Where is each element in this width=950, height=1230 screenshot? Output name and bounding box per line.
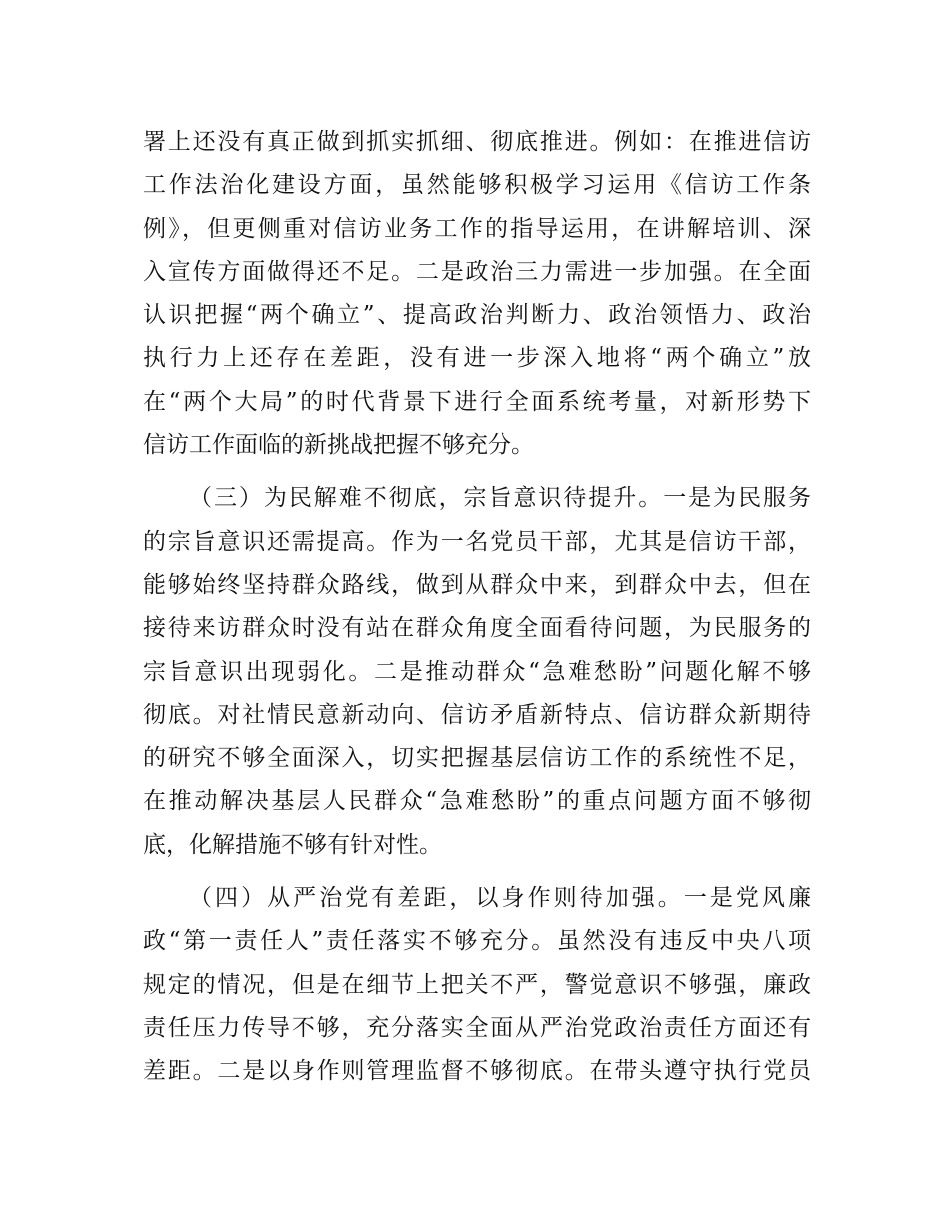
section-heading-line: （四）从严治党有差距，以身作则待加强。一是党风廉 (189, 885, 811, 912)
paragraph-spacer (143, 467, 811, 477)
text-line: 政“第一责任人”责任落实不够充分。虽然没有违反中央八项 (143, 928, 811, 955)
section-heading-line: （三）为民解难不彻底，宗旨意识待提升。一是为民服务 (189, 485, 811, 512)
text-line: 在推动解决基层人民群众“急难愁盼”的重点问题方面不够彻 (143, 788, 811, 815)
text-line: 规定的情况，但是在细节上把关不严，警觉意识不够强，廉政 (143, 971, 811, 998)
text-line: 能够始终坚持群众路线，做到从群众中来，到群众中去，但在 (143, 571, 811, 598)
text-line: 彻底。对社情民意新动向、信访矛盾新特点、信访群众新期待 (143, 701, 811, 728)
text-line: 例》，但更侧重对信访业务工作的指导运用，在讲解培训、深 (143, 215, 811, 242)
text-line: 的研究不够全面深入，切实把握基层信访工作的系统性不足， (143, 745, 811, 772)
text-line: 宗旨意识出现弱化。二是推动群众“急难愁盼”问题化解不够 (143, 658, 811, 685)
paragraph-2 (143, 477, 811, 867)
text-line: 入宣传方面做得还不足。二是政治三力需进一步加强。在全面 (143, 258, 811, 285)
text-line: 责任压力传导不够，充分落实全面从严治党政治责任方面还有 (143, 1014, 811, 1041)
paragraph-3 (143, 877, 811, 1093)
paragraph-1 (143, 121, 811, 467)
document-body (143, 121, 811, 1094)
text-line: 工作法治化建设方面，虽然能够积极学习运用《信访工作条 (143, 172, 811, 199)
text-line: 认识把握“两个确立”、提高政治判断力、政治领悟力、政治 (143, 302, 811, 329)
text-line: 信访工作面临的新挑战把握不够充分。 (143, 432, 534, 459)
text-line: 的宗旨意识还需提高。作为一名党员干部，尤其是信访干部， (143, 528, 811, 555)
text-line: 执行力上还存在差距，没有进一步深入地将“两个确立”放 (143, 345, 811, 372)
text-line: 差距。二是以身作则管理监督不够彻底。在带头遵守执行党员 (143, 1058, 811, 1085)
text-line: 底，化解措施不够有针对性。 (143, 831, 442, 858)
text-line: 接待来访群众时没有站在群众角度全面看待问题，为民服务的 (143, 615, 811, 642)
text-line: 署上还没有真正做到抓实抓细、彻底推进。例如：在推进信访 (143, 129, 811, 155)
paragraph-spacer (143, 867, 811, 877)
text-line: 在“两个大局”的时代背景下进行全面系统考量，对新形势下 (143, 388, 811, 415)
